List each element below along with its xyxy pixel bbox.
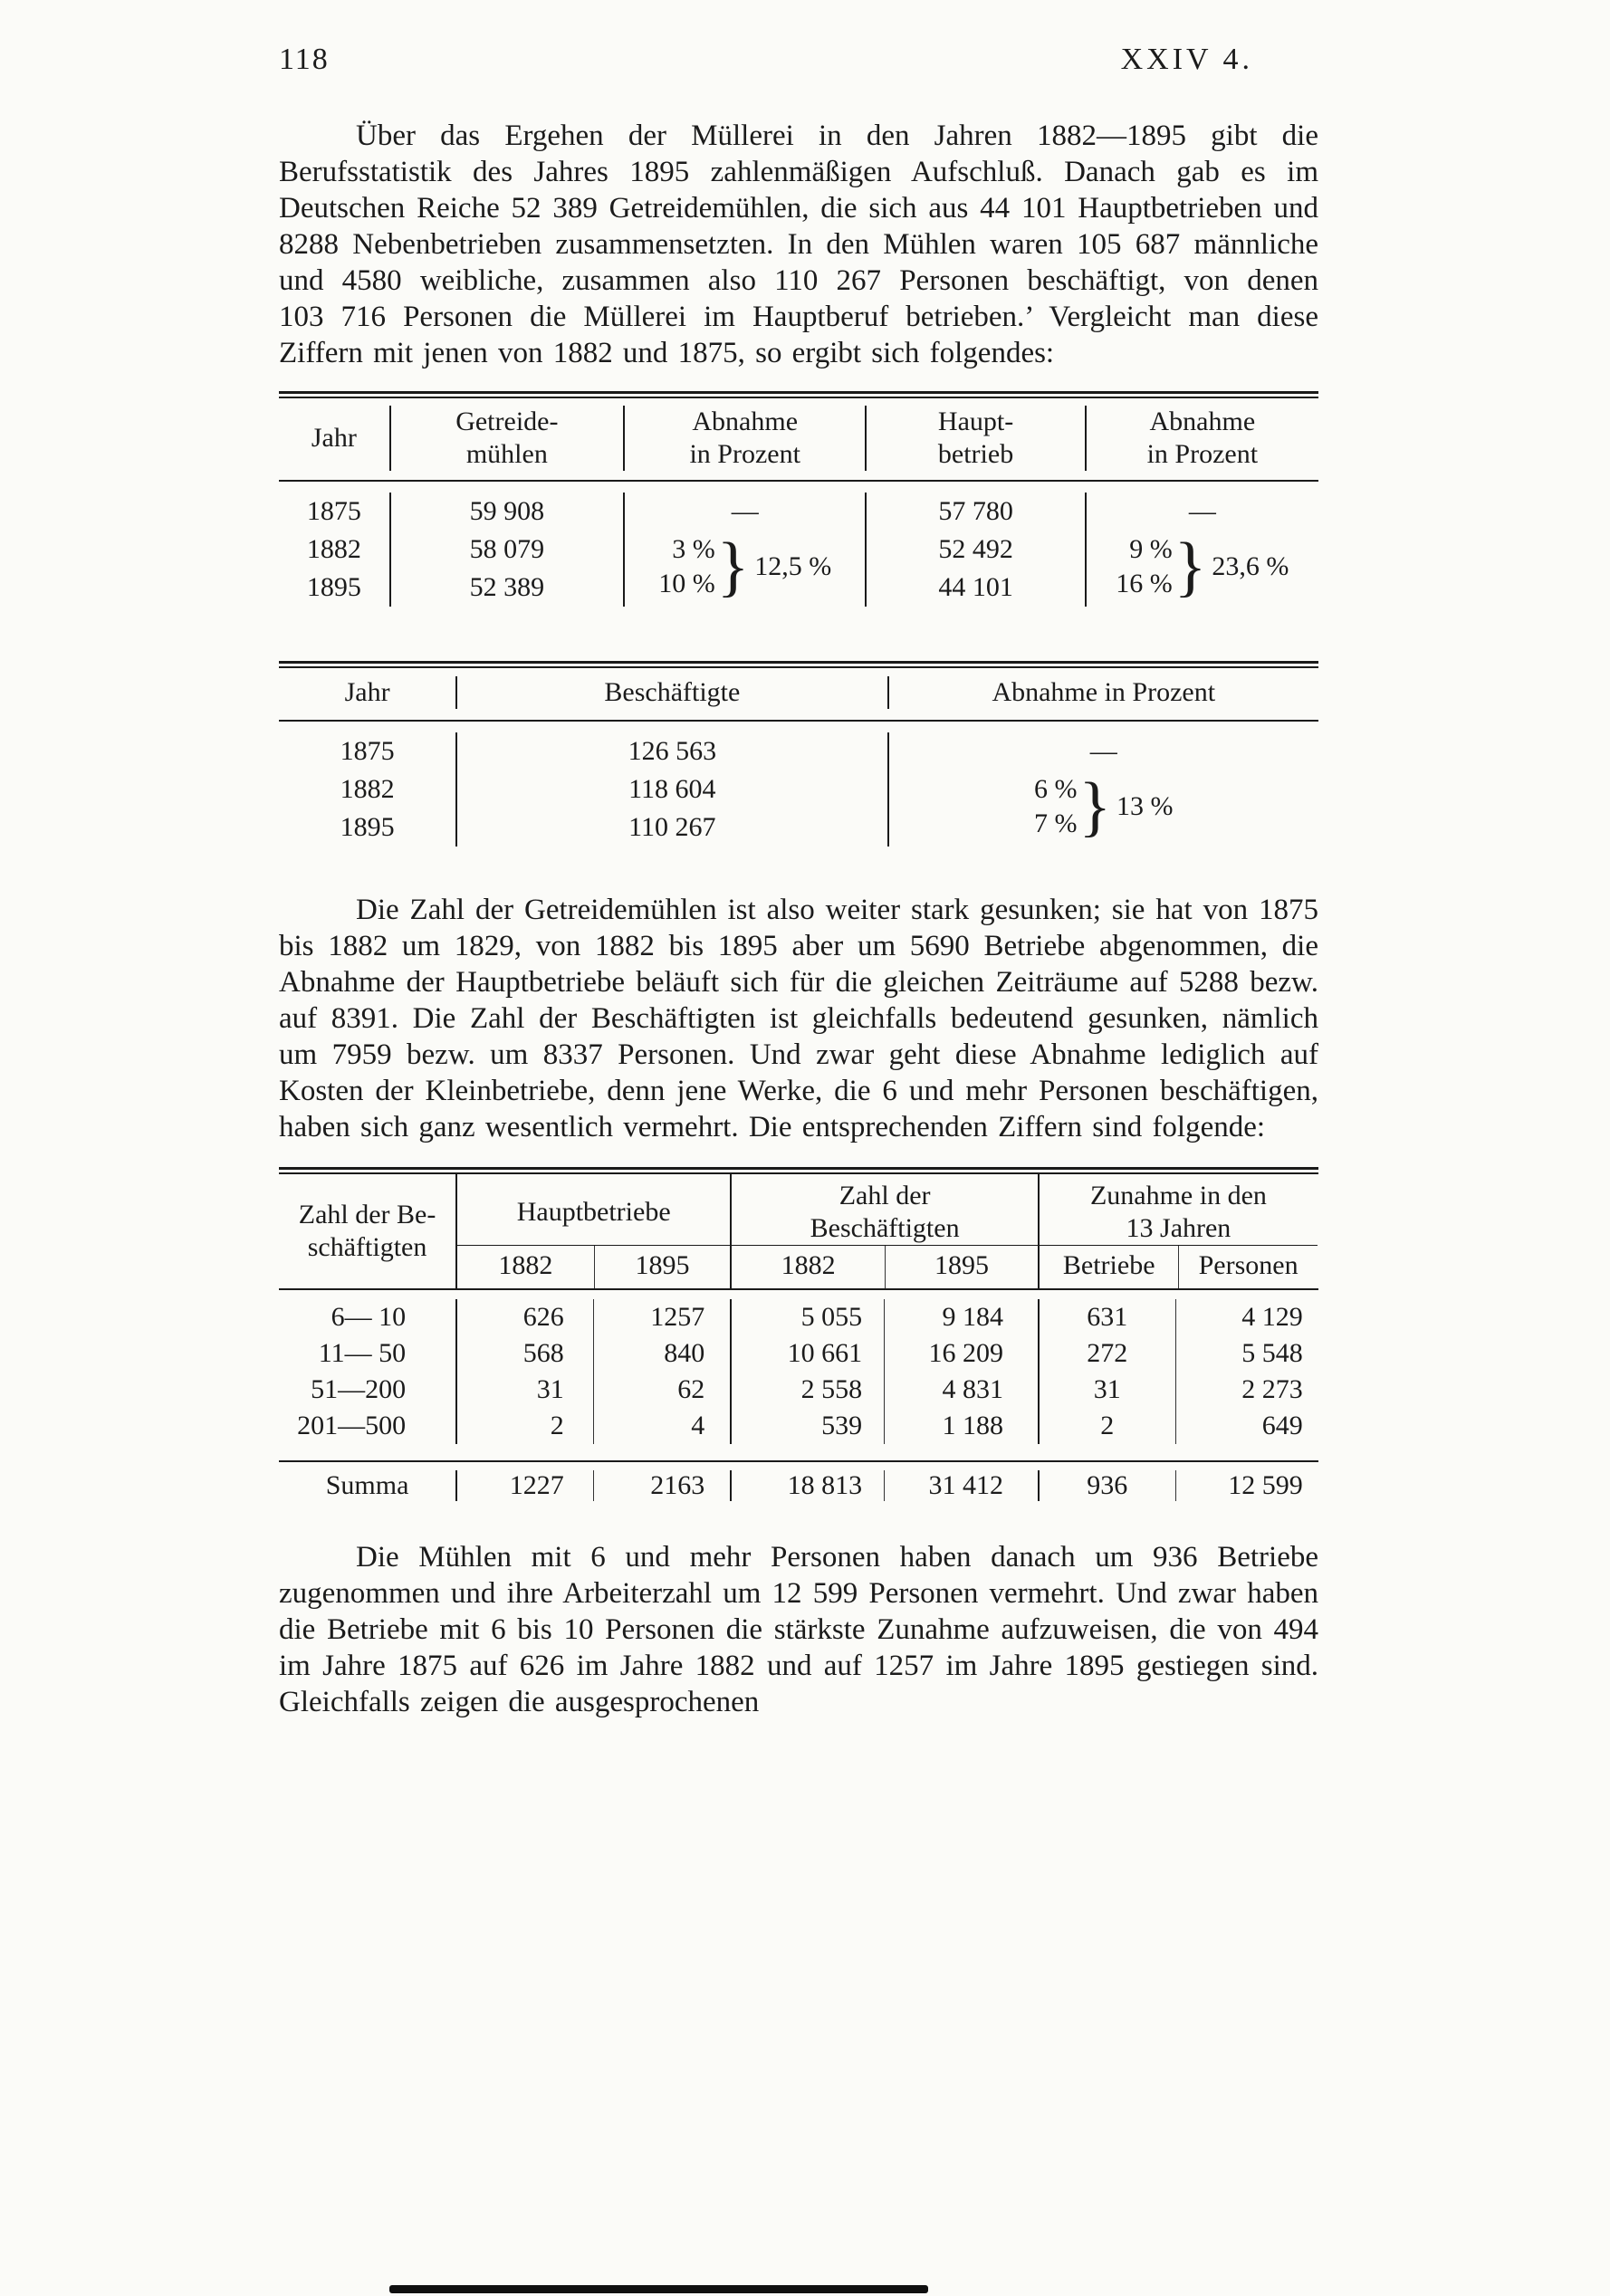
value-cell: 626 (455, 1299, 593, 1335)
group-title (1040, 1174, 1318, 1245)
header-line: in Prozent (1146, 439, 1259, 469)
percent-value: 6 % (1034, 774, 1078, 804)
klasse-cell: 11— 50 (318, 1338, 407, 1368)
table2-header-abnahme: Abnahme in Prozent (887, 676, 1318, 709)
value-cell: 5 548 (1175, 1335, 1318, 1372)
dash-cell: — (731, 496, 759, 526)
header-line: in Prozent (689, 439, 800, 469)
percent-value: 9 % (1129, 534, 1173, 564)
subheader-betriebe: Betriebe (1062, 1250, 1155, 1280)
table2-body (279, 722, 1318, 868)
percent-total: 13 % (1116, 791, 1174, 821)
table1-top-rule (279, 391, 1318, 398)
value-cell: 9 184 (884, 1299, 1038, 1335)
header-line: Beschäftigten (810, 1213, 960, 1243)
table1-col-hauptbetrieb (865, 493, 1084, 607)
header-line: Getreide- (455, 407, 559, 436)
table2-header-jahr: Jahr (344, 677, 390, 707)
value-cell: 568 (455, 1335, 593, 1372)
value-cell: 840 (593, 1335, 731, 1372)
value-cell: 1 188 (884, 1408, 1038, 1444)
brace-values (658, 532, 715, 601)
value-cell: 52 492 (938, 534, 1013, 564)
table1-header-abnahme-muehlen (623, 406, 865, 471)
table2-col-beschaeftigte (455, 732, 886, 847)
table3-body (279, 1290, 1318, 1460)
table-row (279, 1372, 1318, 1408)
group-title (732, 1174, 1038, 1245)
table2-col-abnahme (887, 732, 1318, 847)
table2-col-jahr (279, 732, 455, 847)
value-cell: 58 079 (469, 534, 545, 564)
table1-col-abnahme-muehlen (623, 493, 865, 607)
subheader-year: 1882 (781, 1250, 836, 1280)
subheader-year: 1895 (594, 1246, 731, 1288)
brace-values (1116, 532, 1173, 601)
table1-header-getreidemuehlen (389, 406, 623, 471)
brace-values (1034, 772, 1078, 841)
year-cell: 1882 (340, 774, 395, 804)
percent-value: 10 % (658, 569, 715, 598)
page-number: 118 (279, 43, 330, 76)
table3-top-rule (279, 1167, 1318, 1174)
value-cell: 4 (593, 1408, 731, 1444)
header-line: schäftigten (307, 1232, 427, 1262)
table-row (279, 1335, 1318, 1372)
table1-header-abnahme-haupt (1085, 406, 1318, 471)
year-cell: 1895 (306, 572, 361, 602)
klasse-cell: 201—500 (297, 1411, 407, 1440)
table2-top-rule (279, 661, 1318, 668)
table-beschaeftigte (279, 661, 1318, 868)
percent-value: 16 % (1116, 569, 1173, 598)
year-cell: 1882 (306, 534, 361, 564)
group-title (457, 1174, 730, 1245)
abnahme-brace-group (889, 769, 1318, 844)
header-line: Hauptbetriebe (516, 1197, 671, 1227)
value-cell: 57 780 (938, 496, 1013, 526)
year-cell: 1875 (306, 496, 361, 526)
header-line: 13 Jahren (1126, 1213, 1231, 1243)
value-cell: 4 129 (1175, 1299, 1318, 1335)
group-subheader (1040, 1246, 1318, 1288)
value-cell: 110 267 (628, 812, 716, 842)
value-cell: 539 (730, 1408, 884, 1444)
table2-header-row (279, 668, 1318, 720)
summa-cell: 1227 (455, 1470, 593, 1501)
value-cell: 5 055 (730, 1299, 884, 1335)
table-betriebsgroessen (279, 1167, 1318, 1514)
percent-total: 12,5 % (754, 551, 832, 581)
dash-cell: — (1089, 736, 1117, 766)
value-cell: 272 (1038, 1335, 1175, 1372)
value-cell: 649 (1175, 1408, 1318, 1444)
abnahme-brace-group (1087, 529, 1318, 604)
paragraph-intro: Über das Ergehen der Müllerei in den Jahren 1882—1895 gibt die Berufsstatistik des Jahres 1895 zahlenmäßigen Aufschluß. Danach gab es im Deutschen Reiche 52 389 Getreidemühlen, die sich aus 44 101 Hauptbetrieben und 8288 Nebenbetrieben zusammensetzten. In den Mühlen waren 105 687 männliche und 4580 weibliche, zusammen also 110 267 Personen beschäftigt, von denen 103 716 Personen die Müllerei im Hauptberuf betrieben.’ Vergleicht man diese Ziffern mit jenen von 1882 und 1875, so ergibt sich folgendes: (279, 120, 1318, 369)
table3-header-beschaeftigte-group (730, 1174, 1038, 1288)
group-subheader (457, 1246, 730, 1288)
summa-cell: 936 (1038, 1470, 1175, 1501)
subheader-year: 1882 (498, 1250, 553, 1280)
table1-header-hauptbetrieb (865, 406, 1084, 471)
scan-artifact-bar (389, 2285, 928, 2293)
value-cell: 2 (1038, 1408, 1175, 1444)
subheader-year: 1895 (885, 1246, 1038, 1288)
header-line: Zunahme in den (1089, 1181, 1267, 1210)
value-cell: 4 831 (884, 1372, 1038, 1408)
paragraph-analysis: Die Zahl der Getreidemühlen ist also weiter stark gesunken; sie hat von 1875 bis 1882 um 1829, von 1882 bis 1895 aber um 5690 Betriebe abgenommen, die Abnahme der Hauptbetriebe beläuft sich für die gleichen Zeiträume auf 5288 bezw. auf 8391. Die Zahl der Beschäftigten ist gleichfalls bedeutend gesunken, nämlich um 7959 bezw. um 8337 Personen. Und zwar geht diese Abnahme lediglich auf Kosten der Kleinbetriebe, denn jene Werke, die 6 und mehr Personen beschäftigen, haben sich ganz wesentlich vermehrt. Die entsprechenden Ziffern sind folgende: (279, 894, 1318, 1143)
summa-cell: 18 813 (730, 1470, 884, 1501)
table3-header-hauptbetriebe-group (455, 1174, 730, 1288)
table-row (279, 1408, 1318, 1444)
value-cell: 118 604 (628, 774, 716, 804)
header-line: Zahl der Be- (298, 1200, 436, 1229)
dash-cell: — (1188, 496, 1216, 526)
table2-header-beschaeftigte: Beschäftigte (455, 676, 886, 709)
table3-header-row (279, 1174, 1318, 1288)
table1-col-abnahme-haupt (1085, 493, 1318, 607)
value-cell: 1257 (593, 1299, 731, 1335)
summa-cell: 31 412 (884, 1470, 1038, 1501)
summa-cell: 12 599 (1175, 1470, 1318, 1501)
percent-total: 23,6 % (1212, 551, 1289, 581)
abnahme-brace-group (625, 529, 865, 604)
table1-body (279, 482, 1318, 630)
value-cell: 631 (1038, 1299, 1175, 1335)
table1-header-jahr: Jahr (311, 423, 357, 453)
table3-header-klasse (279, 1174, 455, 1288)
value-cell: 59 908 (469, 496, 545, 526)
value-cell: 44 101 (938, 572, 1013, 602)
value-cell: 126 563 (628, 736, 717, 766)
page-content (279, 42, 1318, 1720)
value-cell: 2 273 (1175, 1372, 1318, 1408)
table-muehlen-hauptbetriebe (279, 391, 1318, 630)
chapter-header: XXIV 4. (1120, 43, 1253, 76)
value-cell: 31 (455, 1372, 593, 1408)
header-line: Abnahme (1149, 407, 1256, 436)
subheader-personen: Personen (1178, 1246, 1317, 1288)
header-line: Abnahme (692, 407, 799, 436)
header-block (299, 1199, 436, 1264)
table1-col-muehlen (389, 493, 623, 607)
brace-glyph: } (1174, 529, 1207, 604)
page-header (279, 42, 1318, 78)
percent-value: 7 % (1034, 808, 1078, 838)
brace-glyph: } (716, 529, 750, 604)
klasse-cell: 51—200 (311, 1374, 407, 1404)
value-cell: 31 (1038, 1372, 1175, 1408)
header-line: betrieb (937, 439, 1014, 469)
header-line: Zahl der (839, 1181, 931, 1210)
brace-glyph: } (1078, 769, 1112, 844)
klasse-cell: 6— 10 (331, 1302, 407, 1332)
table-row (279, 1299, 1318, 1335)
summa-cell: 2163 (593, 1470, 731, 1501)
year-cell: 1875 (340, 736, 395, 766)
table1-col-jahr (279, 493, 389, 607)
percent-value: 3 % (672, 534, 715, 564)
value-cell: 10 661 (730, 1335, 884, 1372)
summa-label: Summa (325, 1470, 409, 1500)
value-cell: 2 (455, 1408, 593, 1444)
table3-header-zunahme-group (1038, 1174, 1318, 1288)
value-cell: 62 (593, 1372, 731, 1408)
value-cell: 52 389 (469, 572, 545, 602)
group-subheader (732, 1246, 1038, 1288)
year-cell: 1895 (340, 812, 395, 842)
header-line: Haupt- (937, 407, 1014, 436)
paragraph-conclusion: Die Mühlen mit 6 und mehr Personen haben danach um 936 Betriebe zugenommen und ihre Arbeiterzahl um 12 599 Personen vermehrt. Und zwar haben die Betriebe mit 6 bis 10 Personen die stärkste Zunahme aufzuweisen, die von 494 im Jahre 1875 auf 626 im Jahre 1882 und auf 1257 im Jahre 1895 gestiegen sind. Gleichfalls zeigen die ausgesprochenen (279, 1541, 1318, 1718)
value-cell: 2 558 (730, 1372, 884, 1408)
table3-summa-row (279, 1462, 1318, 1514)
table1-header-row (279, 398, 1318, 480)
value-cell: 16 209 (884, 1335, 1038, 1372)
header-line: mühlen (465, 439, 548, 469)
